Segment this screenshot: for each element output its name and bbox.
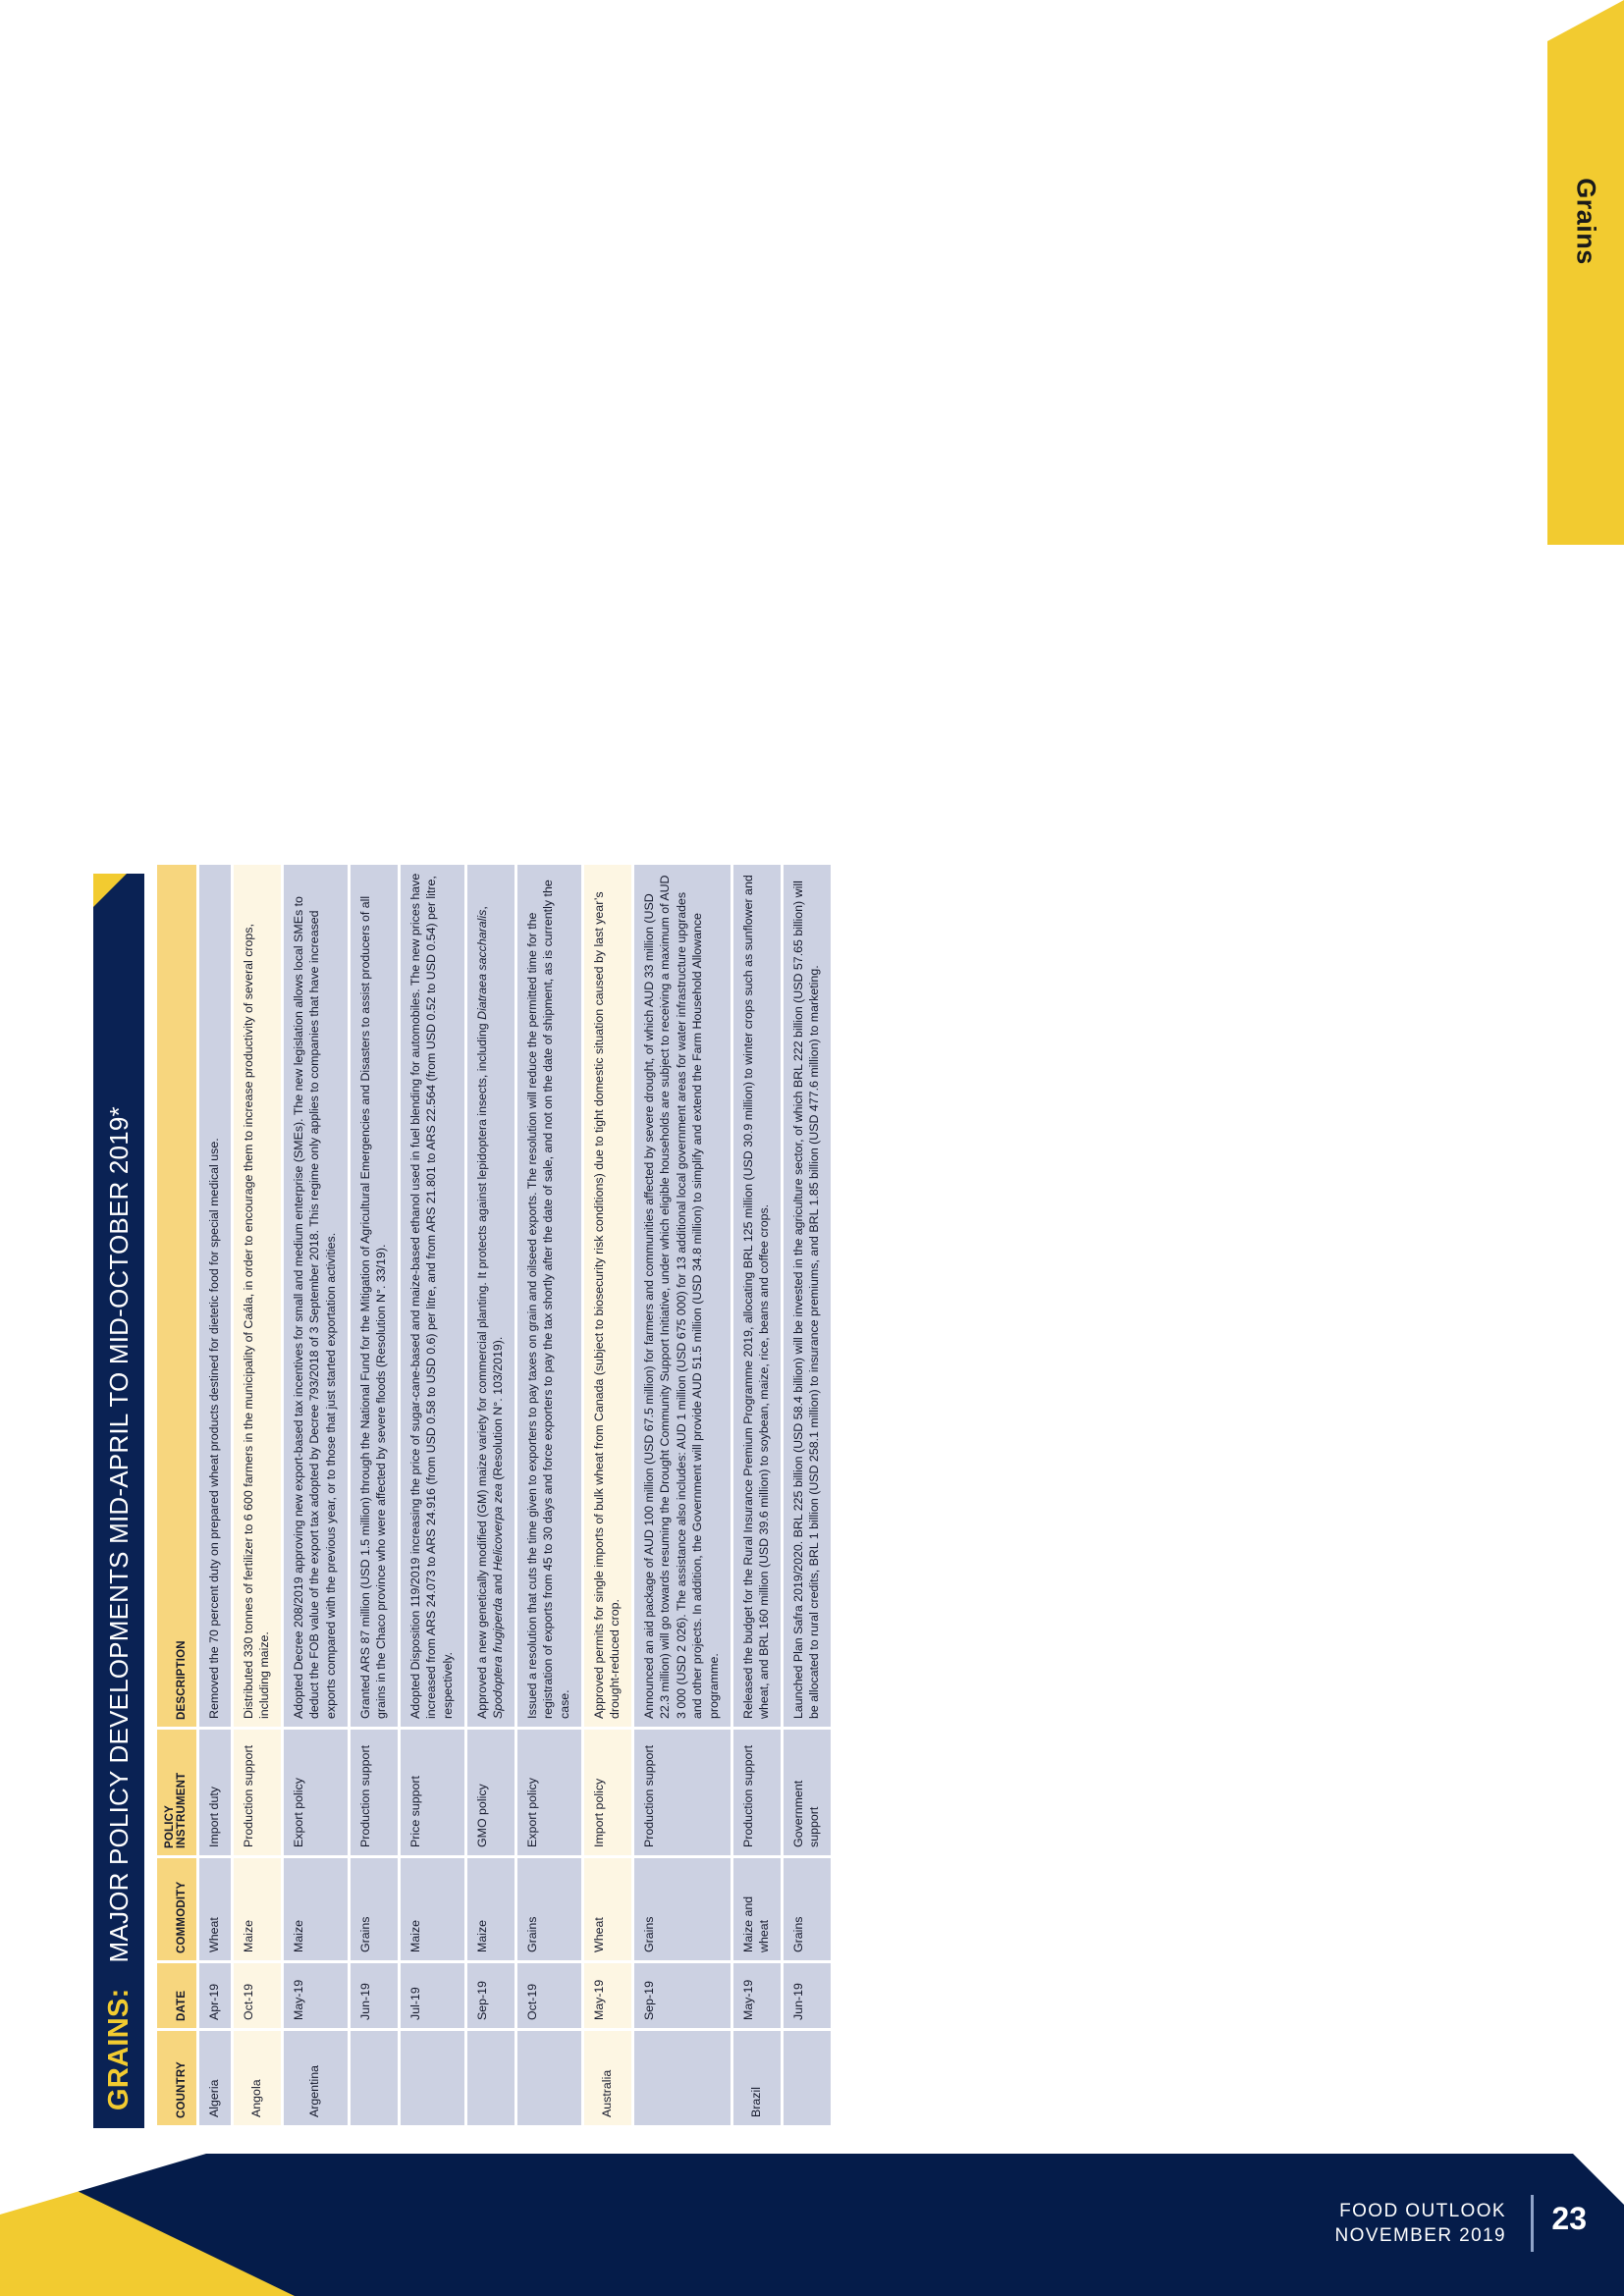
page-title-bar: [93, 874, 144, 2128]
cell-commodity: Wheat: [199, 1858, 231, 1960]
cell-country: Brazil: [733, 2031, 781, 2125]
col-header-description: DESCRIPTION: [157, 865, 196, 1727]
cell-country: Algeria: [199, 2031, 231, 2125]
cell-commodity: Maize: [401, 1858, 464, 1960]
cell-country: [634, 2031, 731, 2125]
title-corner-fold-icon: [93, 874, 127, 907]
cell-description: Approved permits for single imports of bulk wheat from Canada (subject to biosecurity risk conditions) due to tight domestic situation caused by last year’s drought-reduced crop.: [584, 865, 631, 1727]
cell-policy-instrument: Production support: [351, 1730, 398, 1855]
cell-policy-instrument: Government support: [784, 1730, 831, 1855]
cell-country: Angola: [234, 2031, 281, 2125]
table-row: [351, 865, 398, 2125]
cell-date: Jun-19: [351, 1963, 398, 2028]
cell-country: [467, 2031, 514, 2125]
col-header-date: DATE: [157, 1963, 196, 2028]
cell-commodity: Maize: [284, 1858, 348, 1960]
cell-commodity: Maize: [234, 1858, 281, 1960]
page-footer: [0, 2154, 1624, 2296]
cell-policy-instrument: Import policy: [584, 1730, 631, 1855]
cell-date: Sep-19: [634, 1963, 731, 2028]
footer-line-1: FOOD OUTLOOK: [1339, 2201, 1506, 2221]
cell-date: Jul-19: [401, 1963, 464, 2028]
table-row: [401, 865, 464, 2125]
cell-commodity: Maize: [467, 1858, 514, 1960]
table-row: [467, 865, 514, 2125]
table-row: [284, 865, 348, 2125]
table-row: [784, 865, 831, 2125]
cell-date: Oct-19: [234, 1963, 281, 2028]
cell-policy-instrument: Price support: [401, 1730, 464, 1855]
cell-description: Issued a resolution that cuts the time given to exporters to pay taxes on grain and oilseed exports. The resolution will reduce the permitted time for the registration of exports from 45 to 30 days and force exporters to pay the tax shortly after the date of sale, and not on the date of shipment, as is currently the case.: [517, 865, 581, 1727]
cell-description: Approved a new genetically modified (GM) maize variety for commercial planting. It protects against lepidoptera insects, including Diatraea saccharalis, Spodoptera frugiperda and Helicoverpa zea (Resolution N°. 103/2019).: [467, 865, 514, 1727]
page-number: 23: [1551, 2201, 1587, 2236]
cell-date: Jun-19: [784, 1963, 831, 2028]
table-row: [234, 865, 281, 2125]
cell-policy-instrument: Production support: [733, 1730, 781, 1855]
footer-publication-info: [1335, 2199, 1507, 2248]
cell-commodity: Grains: [351, 1858, 398, 1960]
cell-date: May-19: [584, 1963, 631, 2028]
cell-description: Announced an aid package of AUD 100 million (USD 67.5 million) for farmers and communities affected by severe drought, of which AUD 33 million (USD 22.3 million) will go towards resuming the Drought Community Support Initiative, under which eligible households are subject to receiving a maximum of AUD 3 000 (USD 2 026). The assistance also includes: AUD 1 million (USD 675 000) for 13 additional local government areas for water infrastructure upgrades and other projects. In addition, the Government will provide AUD 51.5 million (USD 34.8 million) to simplify and extend the Farm Household Allowance programme.: [634, 865, 731, 1727]
policy-developments-table: [154, 862, 834, 2128]
col-header-country: COUNTRY: [157, 2031, 196, 2125]
cell-country: Australia: [584, 2031, 631, 2125]
section-tab-label: Grains: [1571, 178, 1601, 265]
cell-description: Released the budget for the Rural Insurance Premium Programme 2019, allocating BRL 125 million (USD 30.9 million) to winter crops such as sunflower and wheat, and BRL 160 million (USD 39.6 million) to soybean, maize, rice, beans and coffee crops.: [733, 865, 781, 1727]
page-title-key: GRAINS:: [102, 1988, 135, 2110]
cell-commodity: Wheat: [584, 1858, 631, 1960]
col-header-policy-instrument: POLICY INSTRUMENT: [157, 1730, 196, 1855]
cell-description: Launched Plan Safra 2019/2020. BRL 225 billion (USD 58.4 billion) will be invested in the agriculture sector, of which BRL 222 billion (USD 57.65 billion) will be allocated to rural credits, BRL 1 billion (USD 258.1 million) to insurance premiums, and BRL 1.85 billion (USD 477.6 million) to marketing.: [784, 865, 831, 1727]
cell-policy-instrument: Production support: [634, 1730, 731, 1855]
cell-commodity: Grains: [784, 1858, 831, 1960]
rotated-content-area: [93, 86, 1350, 2128]
cell-date: Oct-19: [517, 1963, 581, 2028]
cell-country: [784, 2031, 831, 2125]
cell-date: May-19: [284, 1963, 348, 2028]
footer-white-wedge-shape: [0, 2154, 206, 2215]
col-header-commodity: COMMODITY: [157, 1858, 196, 1960]
cell-description: Removed the 70 percent duty on prepared wheat products destined for dietetic food for special medical use.: [199, 865, 231, 1727]
table-body: [199, 865, 831, 2125]
cell-policy-instrument: Production support: [234, 1730, 281, 1855]
cell-country: [401, 2031, 464, 2125]
footer-divider: [1531, 2195, 1534, 2252]
cell-policy-instrument: Export policy: [284, 1730, 348, 1855]
table-row: [733, 865, 781, 2125]
table-row: [199, 865, 231, 2125]
cell-policy-instrument: GMO policy: [467, 1730, 514, 1855]
cell-commodity: Maize and wheat: [733, 1858, 781, 1960]
table-header-row: [157, 865, 196, 2125]
cell-description: Adopted Decree 208/2019 approving new export-based tax incentives for small and medium enterprise (SMEs). The new legislation allows local SMEs to deduct the FOB value of the export tax adopted by Decree 793/2018 of 3 September 2018. This regime only applies to companies that have increased exports compared with the previous year, or to those that just started exportation activities.: [284, 865, 348, 1727]
table-row: [517, 865, 581, 2125]
cell-country: [351, 2031, 398, 2125]
cell-date: Apr-19: [199, 1963, 231, 2028]
table-row: [634, 865, 731, 2125]
cell-country: Argentina: [284, 2031, 348, 2125]
tab-notch-shape: [1547, 0, 1624, 41]
cell-policy-instrument: Export policy: [517, 1730, 581, 1855]
table-row: [584, 865, 631, 2125]
cell-commodity: Grains: [634, 1858, 731, 1960]
cell-date: May-19: [733, 1963, 781, 2028]
section-tab-grains: [1547, 0, 1624, 545]
cell-country: [517, 2031, 581, 2125]
page-title-text: MAJOR POLICY DEVELOPMENTS MID-APRIL TO MID-OCTOBER 2019*: [103, 1106, 134, 1963]
cell-description: Adopted Disposition 119/2019 increasing the price of sugar-cane-based and maize-based ethanol used in fuel blending for automobiles. The new prices have increased from ARS 24.073 to ARS 24.916 (from USD 0.58 to USD 0.6) per litre, and from ARS 21.801 to ARS 22.564 (from USD 0.52 to USD 0.54) per litre, respectively.: [401, 865, 464, 1727]
footer-corner-fold-icon: [1573, 2154, 1624, 2205]
footer-line-2: NOVEMBER 2019: [1334, 2225, 1506, 2246]
cell-description: Granted ARS 87 million (USD 1.5 million) through the National Fund for the Mitigation of Agricultural Emergencies and Disasters to assist producers of all grains in the Chaco province who were affected by severe floods (Resolution N°. 33/19).: [351, 865, 398, 1727]
cell-date: Sep-19: [467, 1963, 514, 2028]
cell-description: Distributed 330 tonnes of fertilizer to 6 600 farmers in the municipality of Caála, in order to encourage them to increase productivity of several crops, including maize.: [234, 865, 281, 1727]
cell-commodity: Grains: [517, 1858, 581, 1960]
cell-policy-instrument: Import duty: [199, 1730, 231, 1855]
